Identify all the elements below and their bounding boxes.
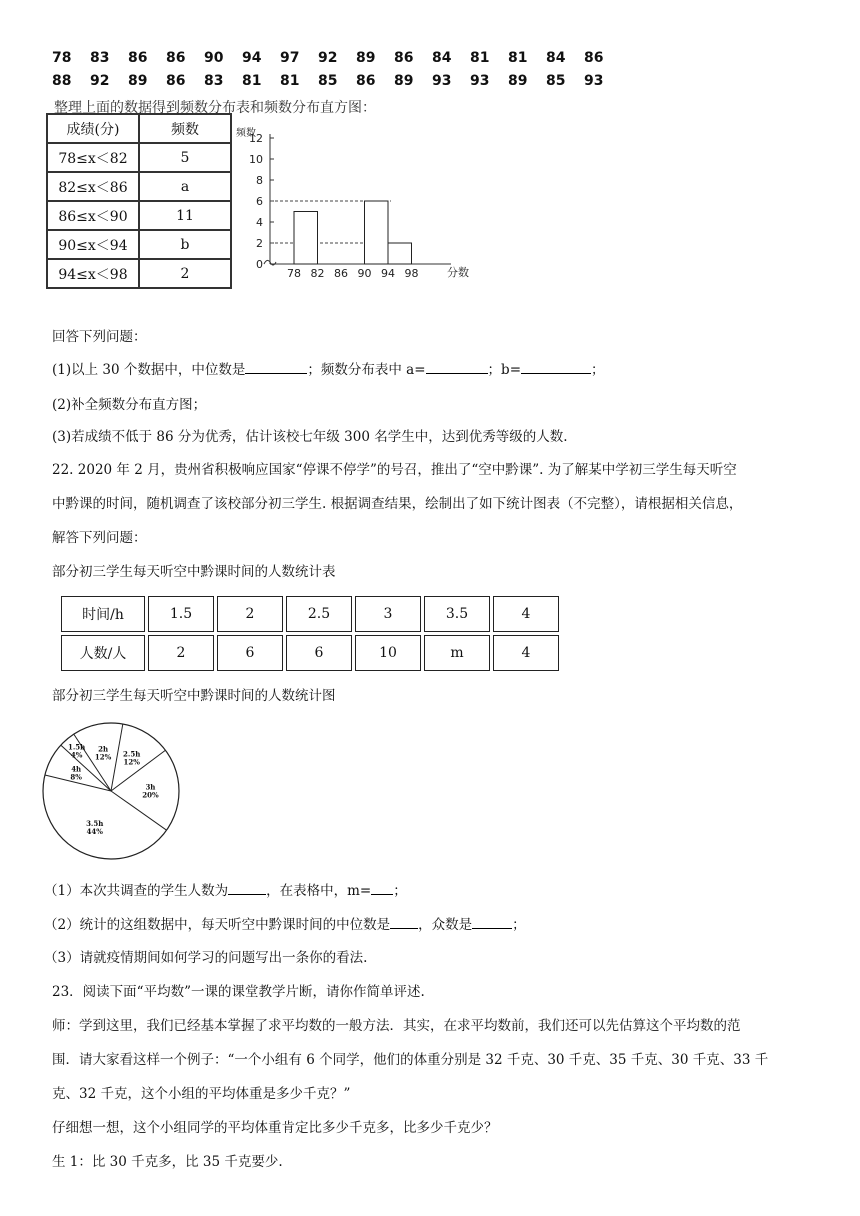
t22-row-cell: 4 [493, 635, 559, 671]
x-axis-label: 分数 [447, 266, 469, 279]
score-value: 78 [52, 50, 72, 66]
q23-line1: 23．阅读下面“平均数”一课的课堂教学片断，请你作简单评述. [52, 984, 425, 1000]
t22-header-cell: 3.5 [424, 596, 490, 632]
score-value: 94 [242, 50, 262, 66]
freq-count: 5 [139, 143, 231, 172]
score-value: 89 [394, 73, 414, 89]
pie-label: 2h [98, 744, 109, 754]
y-tick-label: 10 [249, 153, 263, 166]
q23-line6: 生 1：比 30 千克多，比 35 千克要少. [52, 1154, 283, 1170]
pie-percent: 12% [123, 757, 140, 767]
x-tick-label: 90 [357, 267, 372, 280]
y-tick-label: 0 [256, 258, 263, 271]
y-tick-label: 8 [256, 174, 263, 187]
q22-part2-text-a: （2）统计的这组数据中，每天听空中黔课时间的中位数是 [44, 917, 391, 933]
histogram-chart [236, 122, 476, 282]
histogram-bar [294, 212, 318, 265]
t22-header-cell: 2.5 [286, 596, 352, 632]
score-value: 81 [470, 50, 490, 66]
q22-part1-text-b: ，在表格中，m= [266, 883, 372, 899]
freq-range: 78≤x＜82 [47, 143, 139, 172]
t22-header-cell: 1.5 [148, 596, 214, 632]
freq-range: 86≤x＜90 [47, 201, 139, 230]
q21-part2: (2)补全频数分布直方图； [52, 397, 207, 413]
freq-range: 90≤x＜94 [47, 230, 139, 259]
y-tick-label: 12 [249, 132, 263, 145]
pie-label: 4h [71, 764, 82, 774]
score-value: 90 [204, 50, 224, 66]
q21-part1 [52, 358, 605, 378]
t22-row-cell: 人数/人 [61, 635, 145, 671]
freq-range: 82≤x＜86 [47, 172, 139, 201]
score-value: 93 [432, 73, 452, 89]
pie-percent: 20% [142, 790, 159, 800]
t22-row-cell: 2 [148, 635, 214, 671]
pie-percent: 12% [94, 752, 112, 762]
score-value: 85 [318, 73, 338, 89]
t22-row-cell: 10 [355, 635, 421, 671]
q23-line4: 克、32 千克，这个小组的平均体重是多少千克？” [52, 1086, 351, 1102]
q22-table-title: 部分初三学生每天听空中黔课时间的人数统计表 [52, 564, 336, 580]
pie-chart [38, 718, 184, 864]
q22-part3: （3）请就疫情期间如何学习的问题写出一条你的看法. [44, 950, 368, 966]
y-tick-label: 2 [256, 237, 263, 250]
histogram-bar [388, 243, 412, 264]
freq-count: 11 [139, 201, 231, 230]
time-count-table [58, 593, 562, 674]
pie-label: 2.5h [123, 749, 141, 759]
q23-line2: 师：学到这里，我们已经基本掌握了求平均数的一般方法．其实，在求平均数前，我们还可以先估算这个平均数的范 [52, 1018, 741, 1034]
score-value: 86 [128, 50, 148, 66]
x-tick-label: 86 [334, 267, 348, 280]
t22-header-cell: 2 [217, 596, 283, 632]
median-blank[interactable] [245, 373, 307, 374]
y-tick-label: 6 [256, 195, 263, 208]
score-value: 92 [90, 73, 110, 89]
q23-line3: 围．请大家看这样一个例子：“一个小组有 6 个同学，他们的体重分别是 32 千克、30 千克、35 千克、30 千克、33 千 [52, 1052, 769, 1068]
score-value: 86 [166, 50, 186, 66]
q22-part2 [44, 913, 526, 933]
score-value: 92 [318, 50, 338, 66]
mode-blank[interactable] [472, 928, 512, 929]
score-value: 86 [584, 50, 604, 66]
score-value: 83 [204, 73, 224, 89]
score-value: 93 [584, 73, 604, 89]
score-value: 86 [356, 73, 376, 89]
score-value: 83 [90, 50, 110, 66]
t22-row-cell: 6 [286, 635, 352, 671]
freq-count: b [139, 230, 231, 259]
pie-percent: 8% [70, 772, 82, 782]
q22-chart-title: 部分初三学生每天听空中黔课时间的人数统计图 [52, 688, 336, 704]
t22-row-cell: m [424, 635, 490, 671]
score-value: 93 [470, 73, 490, 89]
freq-count: 2 [139, 259, 231, 288]
answer-prompt: 回答下列问题： [52, 329, 147, 345]
scores-row-2 [52, 73, 622, 89]
q22-part2-text-b: ，众数是 [418, 917, 473, 933]
score-value: 81 [508, 50, 528, 66]
freq-header-score: 成绩(分) [47, 114, 139, 143]
q21-part1-text-a: (1)以上 30 个数据中，中位数是 [52, 362, 246, 378]
q21-intro: 整理上面的数据得到频数分布表和频数分布直方图： [54, 100, 376, 116]
q21-part3: (3)若成绩不低于 86 分为优秀，估计该校七年级 300 名学生中，达到优秀等级的人数. [52, 429, 568, 445]
score-value: 81 [280, 73, 300, 89]
t22-header-cell: 3 [355, 596, 421, 632]
pie-percent: 44% [86, 826, 103, 836]
histogram-bar [365, 201, 389, 264]
q22-line2: 中黔课的时间，随机调查了该校部分初三学生. 根据调查结果，绘制出了如下统计图表（不完整），请根据相关信息， [52, 496, 743, 512]
t22-header-cell: 4 [493, 596, 559, 632]
frequency-table [46, 113, 232, 289]
q22-line3: 解答下列问题： [52, 530, 147, 546]
y-axis-label: 频数 [236, 128, 256, 139]
freq-count: a [139, 172, 231, 201]
score-value: 85 [546, 73, 566, 89]
q21-part1-text-d: ； [591, 362, 605, 378]
score-value: 88 [52, 73, 72, 89]
x-tick-label: 94 [381, 267, 395, 280]
pie-label: 3.5h [86, 818, 104, 828]
median-time-blank[interactable] [390, 928, 418, 929]
pie-label: 3h [145, 782, 156, 792]
score-value: 89 [508, 73, 528, 89]
scores-row-1 [52, 50, 622, 66]
score-value: 89 [356, 50, 376, 66]
pie-label: 1.5h [67, 742, 86, 752]
total-blank[interactable] [228, 894, 266, 895]
freq-header-count: 频数 [139, 114, 231, 143]
q21-part1-text-c: ；b= [487, 362, 522, 378]
a-blank[interactable] [426, 373, 488, 374]
q22-line1: 22. 2020 年 2 月，贵州省积极响应国家“停课不停学”的号召，推出了“空中黔课”. 为了解某中学初三学生每天听空 [52, 462, 737, 478]
t22-header-cell: 时间/h [61, 596, 145, 632]
score-value: 86 [394, 50, 414, 66]
q22-part1 [44, 879, 407, 899]
score-value: 84 [546, 50, 566, 66]
b-blank[interactable] [521, 373, 591, 374]
score-value: 86 [166, 73, 186, 89]
q22-part1-text-a: （1）本次共调查的学生人数为 [44, 883, 229, 899]
score-value: 97 [280, 50, 300, 66]
m-blank[interactable] [371, 894, 393, 895]
x-tick-label: 98 [404, 267, 419, 280]
q22-part2-text-c: ； [512, 917, 526, 933]
q23-line5: 仔细想一想，这个小组同学的平均体重肯定比多少千克多，比多少千克少？ [52, 1120, 498, 1136]
score-value: 81 [242, 73, 262, 89]
y-tick-label: 4 [256, 216, 263, 229]
score-value: 84 [432, 50, 452, 66]
q22-part1-text-c: ； [393, 883, 407, 899]
pie-percent: 4% [70, 750, 83, 760]
score-value: 89 [128, 73, 148, 89]
x-tick-label: 82 [310, 267, 325, 280]
q21-part1-text-b: ；频数分布表中 a= [307, 362, 426, 378]
t22-row-cell: 6 [217, 635, 283, 671]
x-tick-label: 78 [287, 267, 301, 280]
freq-range: 94≤x＜98 [47, 259, 139, 288]
